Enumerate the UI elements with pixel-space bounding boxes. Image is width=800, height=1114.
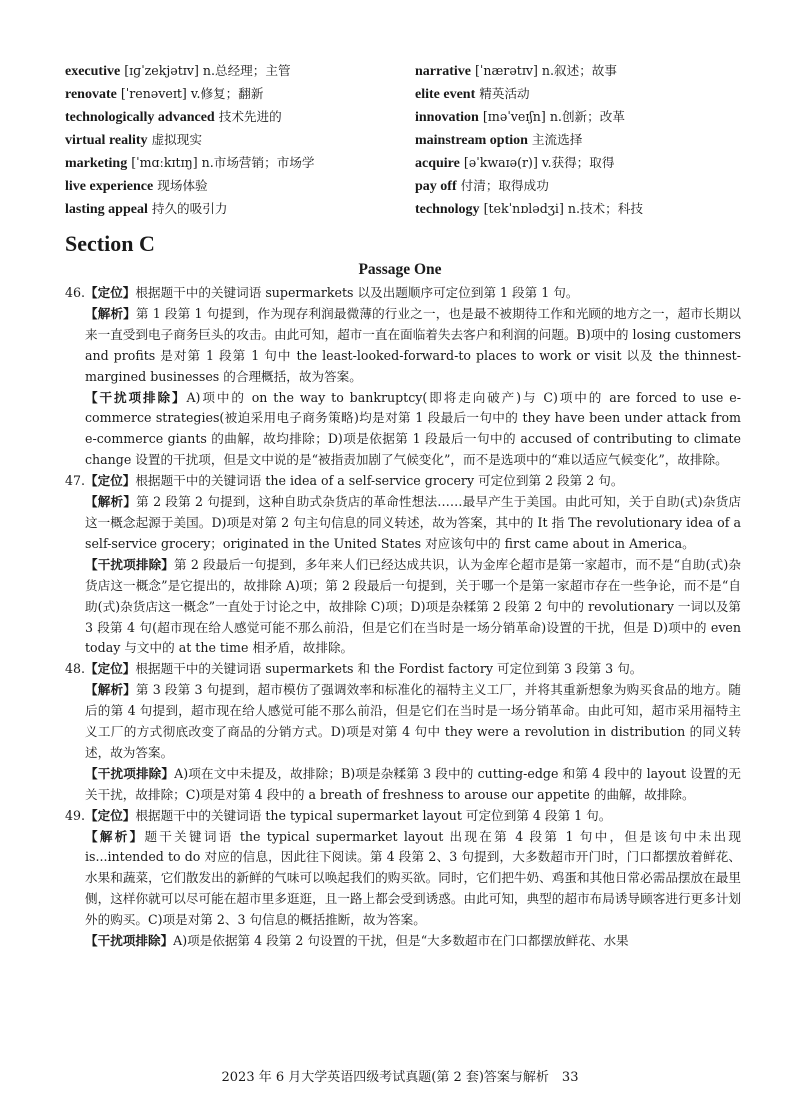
vocabulary-list [65, 60, 755, 221]
question-number: 46. [65, 285, 86, 300]
label-tag: 【解析】 [85, 682, 136, 698]
vocab-entry: pay off 付清；取得成功 [415, 178, 549, 194]
paragraph-distractors: 【干扰项排除】第 2 段最后一句提到，多年来人们已经达成共识，认为金库仑超市是第一家超市，而不是“自助(式)杂货店这一概念”是它提出的，故排除 A)项；第 2 段最后一句提到，关于哪一个是第一家超市存在一些争论，而不是“自助(式)杂货店这一概念”一直处于讨论之中，故排除 C)项；D)项是杂糅第 2 段第 2 句中的 revolutionary 一词以及第 3 段第 4 句(超市现在给人感觉可能不那么前沿，但是它们在当时是一场分销革命)设置的干扰，但是 D)项中的 even today 与文中的 at the time 相矛盾，故排除。 [85, 556, 741, 656]
question-number: 49. [65, 807, 86, 823]
label-tag: 【干扰项排除】 [85, 389, 187, 405]
vocab-entry: technology [tekˈnɒlədʒi] n.技术；科技 [415, 201, 643, 217]
paragraph-analysis: 【解析】第 3 段第 3 句提到，超市模仿了强调效率和标准化的福特主义工厂，并将其重新想象为购买食品的地方。随后的第 4 句提到，超市现在给人感觉可能不那么前沿，但是它们在当时是一场分销革命。由此可知，超市采用福特主义工厂的方式彻底改变了商品的分销方式。D)项是对第 4 句中 they were a revolution in distribution 的同义转述，故为答案。 [85, 682, 741, 760]
label-tag: 【干扰项排除】 [85, 556, 175, 572]
vocab-entry: renovate [ˈrenəveɪt] v.修复；翻新 [65, 86, 264, 102]
paragraph-locate: 【定位】根据题干中的关键词语 the idea of a self-service grocery 可定位到第 2 段第 2 句。 [85, 473, 624, 489]
vocab-entry: narrative [ˈnærətɪv] n.叙述；故事 [415, 63, 617, 79]
answer-explanations [65, 283, 741, 952]
question-48 [65, 659, 741, 805]
label-tag: 【干扰项排除】 [85, 933, 174, 949]
paragraph-distractors: 【干扰项排除】A)项中的 on the way to bankruptcy(即将走向破产)与 C)项中的 are forced to use e-commerce strategies(被迫采用电子商务策略)均是对第 1 段最后一句中的 they have been under attack from e-commerce giants 的曲解，故均排除；D)项是依据第 1 段最后一句中的 accused of contributing to climate change 设置的干扰项，但是文中说的是“被指责加剧了气候变化”，而不是选项中的“难以适应气候变化”，故排除。 [85, 389, 741, 468]
vocab-entry: virtual reality 虚拟现实 [65, 132, 202, 148]
label-tag: 【定位】 [85, 473, 136, 489]
question-49 [65, 806, 741, 952]
vocab-entry: lasting appeal 持久的吸引力 [65, 201, 228, 217]
vocab-entry: mainstream option 主流选择 [415, 132, 583, 148]
paragraph-locate: 【定位】根据题干中的关键词语 supermarkets 以及出题顺序可定位到第 1 段第 1 句。 [85, 285, 579, 300]
paragraph-locate: 【定位】根据题干中的关键词语 supermarkets 和 the Fordist factory 可定位到第 3 段第 3 句。 [85, 661, 643, 677]
label-tag: 【解析】 [85, 828, 145, 844]
vocab-column-left [65, 60, 413, 221]
vocab-entry: marketing [ˈmɑːkɪtɪŋ] n.市场营销；市场学 [65, 155, 315, 171]
passage-title: Passage One [358, 261, 442, 278]
label-tag: 【定位】 [85, 661, 136, 677]
paragraph-analysis: 【解析】第 2 段第 2 句提到，这种自助式杂货店的革命性想法……最早产生于美国。由此可知，关于自助(式)杂货店这一概念起源于美国。D)项是对第 2 句主句信息的同义转述，故为答案，其中的 It 指 The revolutionary idea of a self-service grocery；originated in the United States 对应该句中的 first came about in America。 [85, 494, 741, 551]
vocab-entry: technologically advanced 技术先进的 [65, 109, 282, 125]
vocab-entry: executive [ɪɡˈzekjətɪv] n.总经理；主管 [65, 63, 291, 79]
question-46 [65, 283, 741, 471]
label-tag: 【定位】 [85, 807, 136, 823]
label-tag: 【定位】 [85, 285, 136, 300]
vocab-column-right [415, 60, 755, 221]
label-tag: 【解析】 [85, 494, 137, 510]
section-heading: Section C [65, 231, 155, 256]
paragraph-analysis: 【解析】第 1 段第 1 句提到，作为现存利润最微薄的行业之一，也是最不被期待工作和光顾的地方之一，超市长期以来一直受到电子商务巨头的攻击。由此可知，超市一直在面临着失去客户和利润的问题。B)项中的 losing customers and profits 是对第 1 段第 1 句中 the least-looked-forward-to places to work or visit 以及 the thinnest-margined businesses 的合理概括，故为答案。 [85, 305, 741, 384]
vocab-entry: elite event 精英活动 [415, 86, 530, 102]
question-number: 47. [65, 473, 86, 489]
question-47 [65, 471, 741, 659]
vocab-entry: live experience 现场体验 [65, 178, 208, 194]
label-tag: 【干扰项排除】 [85, 765, 175, 781]
paragraph-locate: 【定位】根据题干中的关键词语 the typical supermarket layout 可定位到第 4 段第 1 句。 [85, 807, 612, 823]
page-footer: 2023 年 6 月大学英语四级考试真题(第 2 套)答案与解析 33 [221, 1070, 579, 1085]
paragraph-analysis: 【解析】题干关键词语 the typical supermarket layout 出现在第 4 段第 1 句中，但是该句中未出现 is...intended to do 对应的信息，因此往下阅读。第 4 段第 2、3 句提到，大多数超市开门时，门口都摆放着鲜花、水果和蔬菜，它们散发出的新鲜的气味可以唤起我们的购买欲。同时，它们把牛奶、鸡蛋和其他日常必需品摆放在最里侧，这样你就可以尽可能在超市里多逛逛，且一路上都会受到诱惑。由此可知，典型的超市布局诱导顾客进行更多计划外的购买。C)项是对第 2、3 句信息的概括推断，故为答案。 [85, 828, 741, 928]
vocab-entry: acquire [əˈkwaɪə(r)] v.获得；取得 [415, 155, 615, 171]
question-number: 48. [65, 661, 86, 677]
label-tag: 【解析】 [85, 305, 136, 321]
paragraph-distractors: 【干扰项排除】A)项是依据第 4 段第 2 句设置的干扰，但是“大多数超市在门口都摆放鲜花、水果 [85, 933, 629, 949]
paragraph-distractors: 【干扰项排除】A)项在文中未提及，故排除；B)项是杂糅第 3 段中的 cutting-edge 和第 4 段中的 layout 设置的无关干扰，故排除；C)项是对第 4 段中的 a breath of freshness to arouse our appetite 的曲解，故排除。 [85, 765, 742, 802]
vocab-entry: innovation [ɪnəˈveɪʃn] n.创新；改革 [415, 109, 625, 125]
